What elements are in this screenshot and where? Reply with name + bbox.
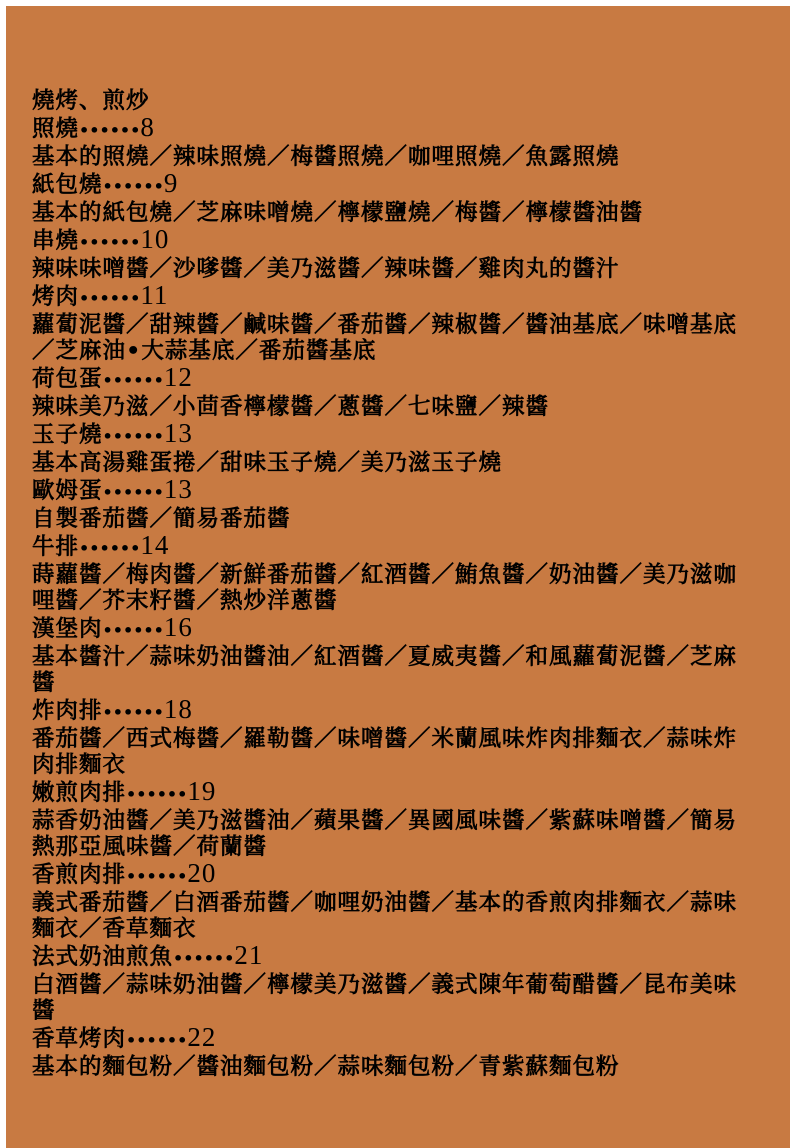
- page-number: 11: [140, 280, 169, 310]
- page-number: 16: [163, 612, 193, 642]
- page-number: 22: [187, 1022, 217, 1052]
- leader-dots: ••••••: [102, 427, 164, 446]
- sauce-list: 蒔蘿醬／梅肉醬／新鮮番茄醬／紅酒醬／鮪魚醬／奶油醬／美乃滋咖哩醬／芥末籽醬／熱炒洋蔥醬: [32, 562, 738, 614]
- toc-entry: [32, 226, 760, 282]
- leader-dots: ••••••: [79, 539, 141, 558]
- sauce-list: 蒜香奶油醬／美乃滋醬油／蘋果醬／異國風味醬／紫蘇味噌醬／簡易熱那亞風味醬／荷蘭醬: [32, 808, 738, 860]
- page-number: 9: [163, 168, 179, 198]
- entry-title: 烤肉: [32, 284, 80, 310]
- entry-heading: [32, 696, 760, 726]
- entry-heading: [32, 1024, 760, 1054]
- toc-entry: [32, 614, 760, 696]
- entry-title: 漢堡肉: [32, 616, 103, 642]
- entry-title: 荷包蛋: [32, 366, 103, 392]
- leader-dots: ••••••: [173, 949, 235, 968]
- sauce-list: 辣味美乃滋／小茴香檸檬醬／蔥醬／七味鹽／辣醬: [32, 394, 550, 420]
- toc-entry: [32, 532, 760, 614]
- entry-title: 牛排: [32, 534, 80, 560]
- section-title: 燒烤、煎炒: [32, 88, 150, 114]
- sauce-list: 基本的紙包燒／芝麻味噌燒／檸檬鹽燒／梅醬／檸檬醬油醬: [32, 200, 644, 226]
- toc-entry: [32, 170, 760, 226]
- toc-page: [6, 6, 790, 1148]
- entry-title: 炸肉排: [32, 698, 103, 724]
- leader-dots: ••••••: [126, 867, 188, 886]
- leader-dots: ••••••: [102, 621, 164, 640]
- entry-heading: [32, 860, 760, 890]
- sauce-list: 基本醬汁／蒜味奶油醬油／紅酒醬／夏威夷醬／和風蘿蔔泥醬／芝麻醬: [32, 644, 738, 696]
- entry-title: 香草烤肉: [32, 1026, 127, 1052]
- leader-dots: ••••••: [102, 177, 164, 196]
- page-number: 13: [163, 418, 193, 448]
- toc-entry: [32, 282, 760, 364]
- entry-title: 歐姆蛋: [32, 478, 103, 504]
- entry-title: 照燒: [32, 116, 80, 142]
- page-number: 13: [163, 474, 193, 504]
- entry-heading: [32, 420, 760, 450]
- page-number: 21: [234, 940, 264, 970]
- toc-entry: [32, 476, 760, 532]
- toc-entry: [32, 114, 760, 170]
- page-number: 18: [163, 694, 193, 724]
- entry-heading: [32, 114, 760, 144]
- toc-entry: [32, 1024, 760, 1080]
- entry-heading: [32, 170, 760, 200]
- sauce-list: 義式番茄醬／白酒番茄醬／咖哩奶油醬／基本的香煎肉排麵衣／蒜味麵衣／香草麵衣: [32, 890, 738, 942]
- sauce-list: 自製番茄醬／簡易番茄醬: [32, 506, 291, 532]
- leader-dots: ••••••: [102, 371, 164, 390]
- toc-entry: [32, 364, 760, 420]
- leader-dots: ••••••: [79, 121, 141, 140]
- leader-dots: ••••••: [102, 703, 164, 722]
- sauce-list: 基本高湯雞蛋捲／甜味玉子燒／美乃滋玉子燒: [32, 450, 503, 476]
- leader-dots: ••••••: [102, 483, 164, 502]
- sauce-list: 蘿蔔泥醬／甜辣醬／鹹味醬／番茄醬／辣椒醬／醬油基底／味噌基底／芝麻油•大蒜基底／番茄醬基底: [32, 312, 738, 364]
- entry-title: 玉子燒: [32, 422, 103, 448]
- sauce-list: 白酒醬／蒜味奶油醬／檸檬美乃滋醬／義式陳年葡萄醋醬／昆布美味醬: [32, 972, 738, 1024]
- entry-title: 香煎肉排: [32, 862, 127, 888]
- sauce-list: 番茄醬／西式梅醬／羅勒醬／味噌醬／米蘭風味炸肉排麵衣／蒜味炸肉排麵衣: [32, 726, 738, 778]
- page-number: 14: [140, 530, 170, 560]
- entry-title: 紙包燒: [32, 172, 103, 198]
- entry-title: 法式奶油煎魚: [32, 944, 174, 970]
- toc-entry: [32, 696, 760, 778]
- leader-dots: ••••••: [126, 785, 188, 804]
- page-number: 10: [140, 224, 170, 254]
- entry-title: 嫩煎肉排: [32, 780, 127, 806]
- toc-entry: [32, 942, 760, 1024]
- sauce-list: 辣味味噌醬／沙嗲醬／美乃滋醬／辣味醬／雞肉丸的醬汁: [32, 256, 620, 282]
- page-number: 8: [140, 112, 155, 142]
- page-number: 12: [163, 362, 193, 392]
- entry-heading: [32, 282, 760, 312]
- entry-heading: [32, 778, 760, 808]
- entry-heading: [32, 476, 760, 506]
- sauce-list: 基本的麵包粉／醬油麵包粉／蒜味麵包粉／青紫蘇麵包粉: [32, 1054, 620, 1080]
- entry-title: 串燒: [32, 228, 80, 254]
- sauce-list: 基本的照燒／辣味照燒／梅醬照燒／咖哩照燒／魚露照燒: [32, 144, 620, 170]
- entry-heading: [32, 532, 760, 562]
- leader-dots: ••••••: [79, 289, 141, 308]
- toc-entry: [32, 420, 760, 476]
- toc-entry: [32, 860, 760, 942]
- page-number: 20: [187, 858, 217, 888]
- entry-heading: [32, 364, 760, 394]
- page-number: 19: [187, 776, 217, 806]
- leader-dots: ••••••: [126, 1031, 188, 1050]
- toc-entry: [32, 778, 760, 860]
- entry-heading: [32, 614, 760, 644]
- entry-heading: [32, 226, 760, 256]
- entry-heading: [32, 942, 760, 972]
- leader-dots: ••••••: [79, 233, 141, 252]
